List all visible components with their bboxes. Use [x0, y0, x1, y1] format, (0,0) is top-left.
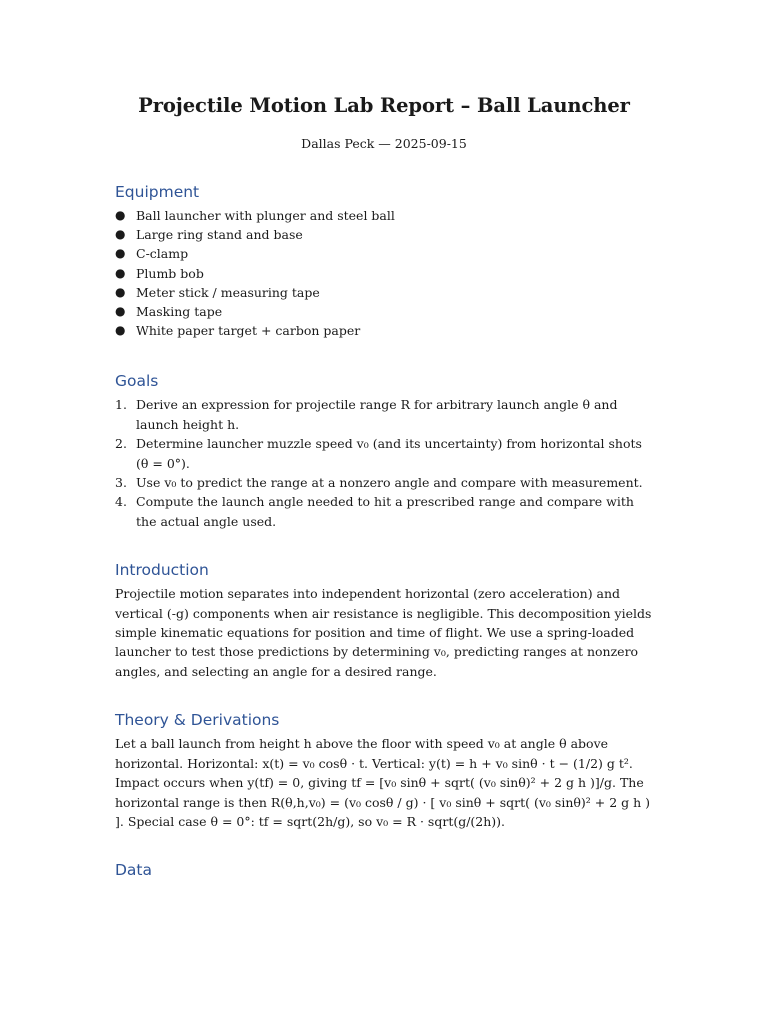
author-date-line: Dallas Peck — 2025-09-15 — [301, 136, 467, 151]
bullet-icon: ● — [115, 323, 126, 338]
introduction-paragraph: Projectile motion separates into independent horizontal (zero acceleration) and vertical (-g) components when air resistance is negligible. This decomposition yields simple kinematic equations for position and time of flight. We use a spring-loaded launcher to test those predictions by determining v₀, predicting ranges at nonzero angles, and selecting an angle for a desired range. — [115, 586, 652, 679]
report-title: Projectile Motion Lab Report – Ball Launcher — [138, 94, 630, 117]
introduction-heading: Introduction — [115, 561, 209, 580]
list-item: ● Large ring stand and base — [115, 225, 653, 244]
theory-section — [115, 711, 653, 831]
introduction-section — [115, 561, 653, 681]
theory-paragraph: Let a ball launch from height h above the floor with speed v₀ at angle θ above horizontal. Horizontal: x(t) = v₀ cosθ · t. Vertical: y(t) = h + v₀ sinθ · t − (1/2) g t². Impact occurs when y(tf) = 0, giving tf = [v₀ sinθ + sqrt( (v₀ sinθ)² + 2 g h )]/g. The horizontal range is then R(θ,h,v₀) = (v₀ cosθ / g) · [ v₀ sinθ + sqrt( (v₀ sinθ)² + 2 g h ) ]. Special case θ = 0°: tf = sqrt(2h/g), so v₀ = R · sqrt(g/(2h)). — [115, 736, 651, 829]
bullet-icon: ● — [115, 304, 126, 319]
bullet-icon: ● — [115, 246, 126, 261]
goals-list — [115, 395, 653, 531]
bullet-icon: ● — [115, 227, 126, 242]
list-item: ● White paper target + carbon paper — [115, 321, 653, 340]
list-item: ● Meter stick / measuring tape — [115, 283, 653, 302]
list-item: 1. Derive an expression for projectile range R for arbitrary launch angle θ and launch height h. — [115, 397, 618, 432]
equipment-list — [115, 206, 653, 340]
list-item: 3. Use v₀ to predict the range at a nonzero angle and compare with measurement. — [115, 475, 643, 491]
list-item: ● Ball launcher with plunger and steel ball — [115, 206, 653, 225]
list-item: 2. Determine launcher muzzle speed v₀ (and its uncertainty) from horizontal shots (θ = 0°). — [115, 436, 642, 471]
bullet-icon: ● — [115, 208, 126, 222]
list-item: ● Plumb bob — [115, 264, 653, 283]
equipment-heading: Equipment — [115, 183, 200, 201]
goals-section — [115, 372, 653, 531]
theory-heading: Theory & Derivations — [115, 711, 280, 730]
list-item: ● Masking tape — [115, 302, 653, 321]
list-item: 4. Compute the launch angle needed to hit a prescribed range and compare with the actual angle used. — [115, 494, 634, 529]
goals-heading: Goals — [115, 372, 159, 391]
data-section — [115, 861, 653, 879]
equipment-section — [115, 183, 653, 340]
list-item: ● C-clamp — [115, 244, 653, 263]
bullet-icon: ● — [115, 284, 126, 299]
bullet-icon: ● — [115, 265, 126, 280]
data-heading: Data — [115, 861, 153, 880]
